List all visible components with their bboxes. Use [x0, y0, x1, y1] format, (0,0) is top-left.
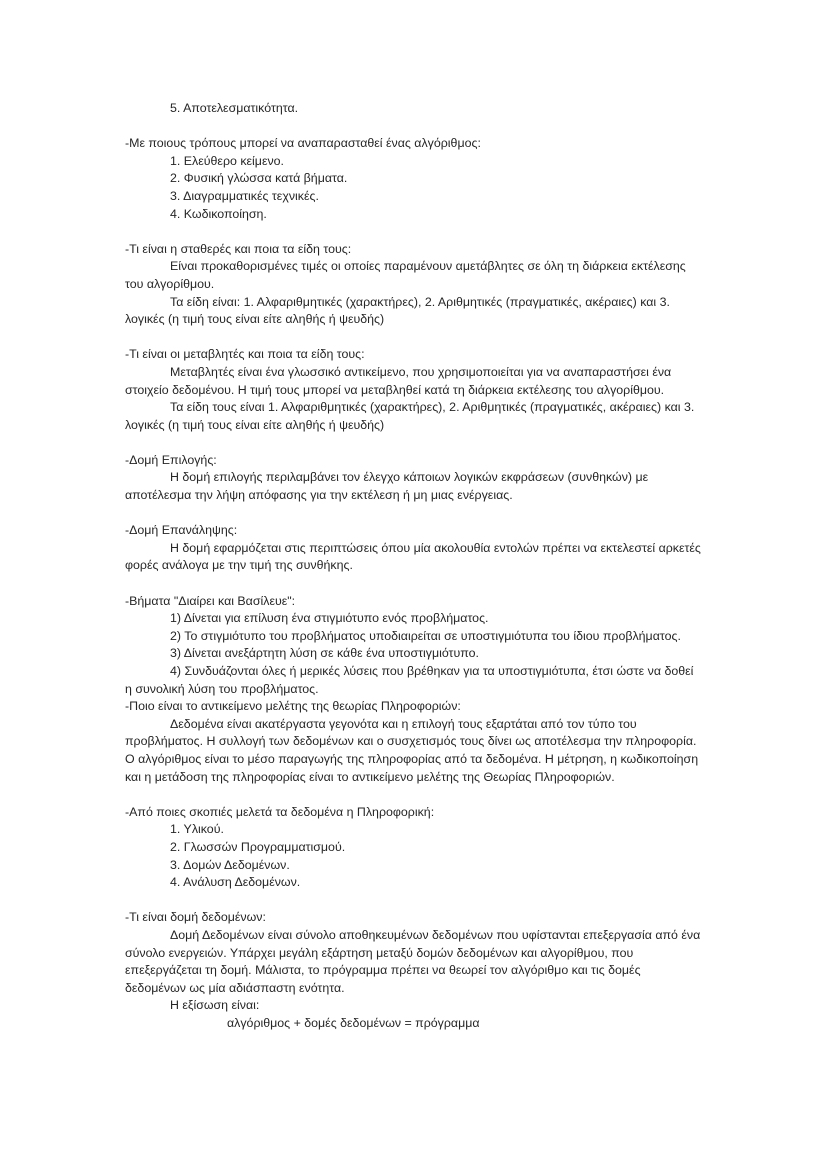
section-heading: -Βήματα "Διαίρει και Βασίλευε":	[125, 593, 296, 608]
body-paragraph: 4) Συνδυάζονται όλες ή μερικές λύσεις που βρέθηκαν για τα υποστιγμιότυπα, έτσι ώστε να δοθεί η συνολική λύση του προβλήματος.	[125, 664, 697, 696]
body-paragraph: Μεταβλητές είναι ένα γλωσσικό αντικείμενο, που χρησιμοποιείται για να αναπαραστήσει ένα στοιχείο δεδομένου. Η τιμή τους μπορεί να μεταβληθεί κατά τη διάρκεια εκτέλεσης του αλγορίθμου.	[125, 364, 675, 397]
section-heading: -Δομή Επιλογής:	[125, 452, 217, 467]
blank-line	[125, 223, 703, 241]
section-heading: -Τι είναι δομή δεδομένων:	[125, 910, 266, 925]
section-heading: -Τι είναι η σταθερές και ποια τα είδη τους:	[125, 241, 352, 256]
section-heading: -Με ποιους τρόπους μπορεί να αναπαρασταθεί ένας αλγόριθμος:	[125, 136, 481, 151]
body-paragraph: Τα είδη είναι: 1. Αλφαριθμητικές (χαρακτήρες), 2. Αριθμητικές (πραγματικές, ακέραιες) και 3. λογικές (η τιμή τους είναι είτε αληθής ή ψευδής)	[125, 294, 674, 327]
body-paragraph: 3. Δομών Δεδομένων.	[170, 857, 290, 872]
section-heading: -Τι είναι οι μεταβλητές και ποια τα είδη τους:	[125, 347, 365, 362]
body-paragraph: Η δομή επιλογής περιλαμβάνει τον έλεγχο κάποιων λογικών εκφράσεων (συνθηκών) με αποτέλεσμα την λήψη απόφασης για την εκτέλεση ή μη μιας ενέργειας.	[125, 470, 652, 503]
blank-line	[125, 505, 703, 523]
body-paragraph: 4. Ανάλυση Δεδομένων.	[170, 875, 301, 890]
body-paragraph: Είναι προκαθορισμένες τιμές οι οποίες παραμένουν αμετάβλητες σε όλη τη διάρκεια εκτέλεσης του αλγορίθμου.	[125, 259, 690, 291]
document-text-body	[125, 100, 703, 1032]
body-paragraph: 2. Γλωσσών Προγραμματισμού.	[170, 839, 346, 854]
body-paragraph: 1. Ελεύθερο κείμενο.	[170, 153, 284, 168]
blank-line	[125, 575, 703, 593]
section-heading: -Δομή Επανάληψης:	[125, 523, 238, 538]
body-paragraph: 3) Δίνεται ανεξάρτητη λύση σε κάθε ένα υποστιγμιότυπο.	[170, 646, 479, 661]
body-paragraph: Δεδομένα είναι ακατέργαστα γεγονότα και η επιλογή τους εξαρτάται από τον τύπο του προβλήματος. Η συλλογή των δεδομένων και ο συσχετισμός τους δίνει ως αποτέλεσμα την πληροφορία. Ο αλγόριθμος είναι το μέσο παραγωγής της πληροφορίας από τα δεδομένα. Η μέτρηση, η κωδικοποίηση και η μετάδοση της πληροφορίας είναι το αντικείμενο μελέτης της Θεωρίας Πληροφοριών.	[125, 716, 702, 784]
body-paragraph: Η δομή εφαρμόζεται στις περιπτώσεις όπου μία ακολουθία εντολών πρέπει να εκτελεστεί αρκετές φορές ανάλογα με την τιμή της συνθήκης.	[125, 540, 705, 573]
section-heading: -Ποιο είναι το αντικείμενο μελέτης της θεωρίας Πληροφοριών:	[125, 699, 461, 714]
body-paragraph: 1) Δίνεται για επίλυση ένα στιγμιότυπο ενός προβλήματος.	[170, 611, 489, 626]
blank-line	[125, 786, 703, 804]
blank-line	[125, 329, 703, 347]
blank-line	[125, 892, 703, 910]
body-paragraph: Τα είδη τους είναι 1. Αλφαριθμητικές (χαρακτήρες), 2. Αριθμητικές (πραγματικές, ακέραιες) και 3. λογικές (η τιμή τους είναι είτε αληθής ή ψευδής)	[125, 400, 698, 432]
body-paragraph: 3. Διαγραμματικές τεχνικές.	[170, 188, 319, 203]
blank-line	[125, 434, 703, 452]
body-paragraph: 2) Το στιγμιότυπο του προβλήματος υποδιαιρείται σε υποστιγμιότυπα του ίδιου προβλήματος.	[170, 628, 681, 643]
body-paragraph: Δομή Δεδομένων είναι σύνολο αποθηκευμένων δεδομένων που υφίστανται επεξεργασία από ένα σύνολο ενεργειών. Υπάρχει μεγάλη εξάρτηση μεταξύ δομών δεδομένων και αλγορίθμου, που επεξεργάζεται τη δομή. Μάλιστα, το πρόγραμμα πρέπει να θεωρεί τον αλγόριθμο και τις δομές δεδομένων ως μία αδιάσπαστη ενότητα.	[125, 927, 704, 995]
body-paragraph: 2. Φυσική γλώσσα κατά βήματα.	[170, 171, 348, 186]
body-paragraph: 4. Κωδικοποίηση.	[170, 206, 267, 221]
body-paragraph: αλγόριθμος + δομές δεδομένων = πρόγραμμα	[227, 1015, 480, 1030]
body-paragraph: 5. Αποτελεσματικότητα.	[170, 101, 299, 115]
blank-line	[125, 118, 703, 136]
body-paragraph: Η εξίσωση είναι:	[170, 998, 260, 1013]
section-heading: -Από ποιες σκοπιές μελετά τα δεδομένα η Πληροφορική:	[125, 804, 435, 819]
body-paragraph: 1. Υλικού.	[170, 822, 224, 837]
